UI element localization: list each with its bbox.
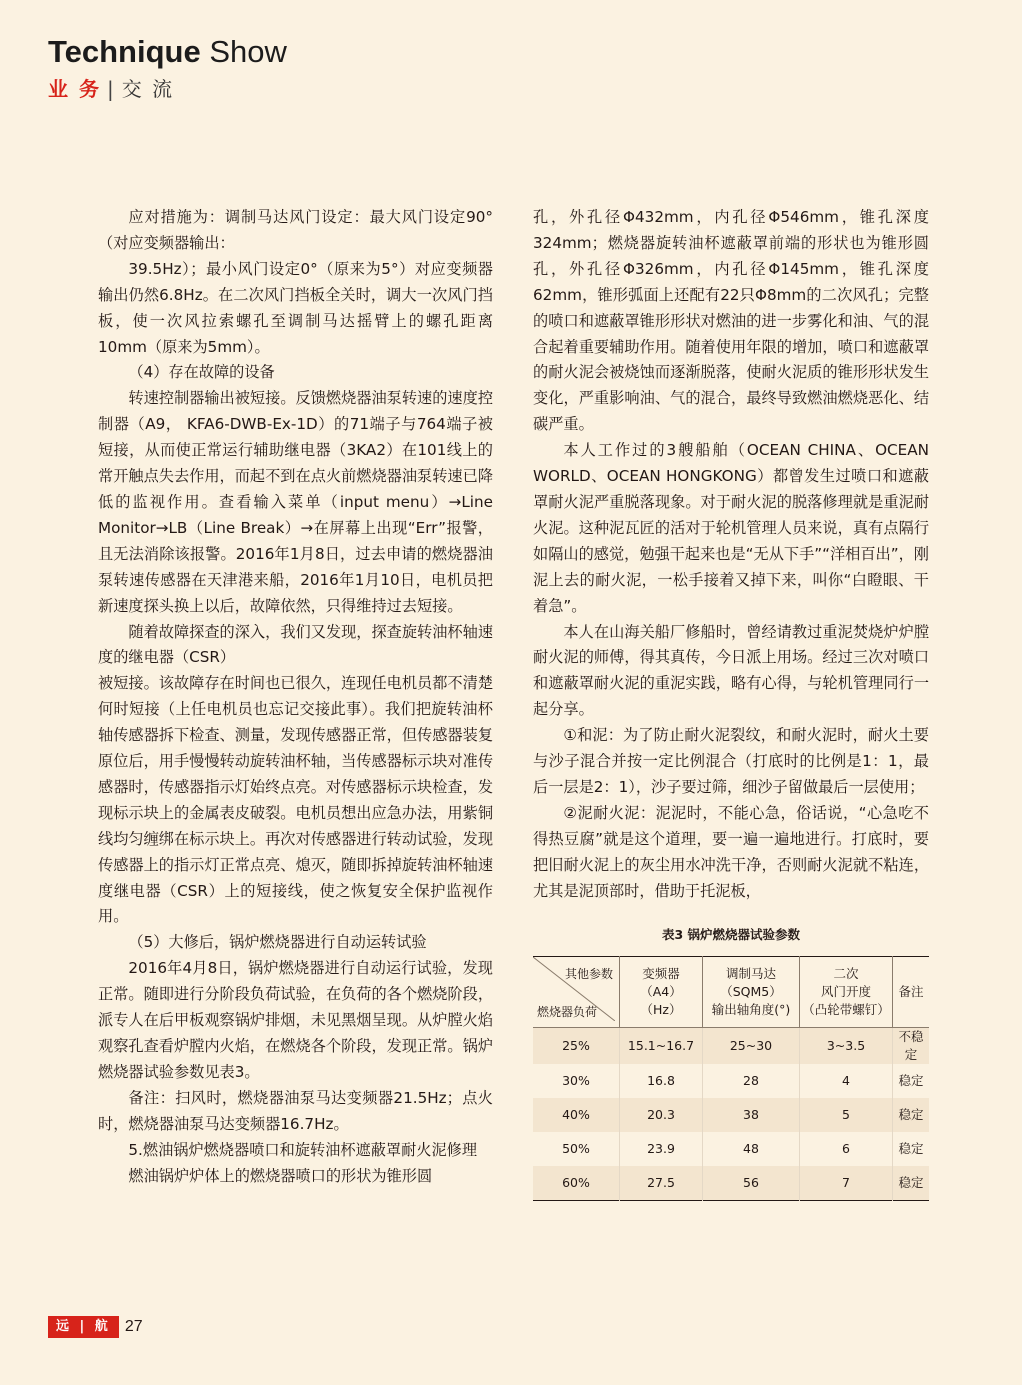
paragraph: 孔，外孔径Φ432mm，内孔径Φ546mm，锥孔深度324mm；燃烧器旋转油杯遮蔽罩前端的形状也为锥形圆孔，外孔径Φ326mm，内孔径Φ145mm，锥孔深度62mm，锥形弧面上还配有22只Φ8mm的二次风孔；完整的喷口和遮蔽罩锥形形状对燃油的进一步雾化和油、气的混合起着重要辅助作用。随着使用年限的增加，喷口和遮蔽罩的耐火泥会被烧蚀而逐渐脱落，使耐火泥质的锥形形状发生变化，严重影响油、气的混合，最终导致燃油燃烧恶化、结碳严重。 xyxy=(533,208,929,434)
paragraph: 燃油锅炉炉体上的燃烧器喷口的形状为锥形圆 xyxy=(128,1166,433,1185)
paragraph: 转速控制器输出被短接。反馈燃烧器油泵转速的速度控制器（A9， KFA6-DWB-Ex-1D）的71端子与764端子被短接，从而使正常运行辅助继电器（3KA2）在101线上的常开触点失去作用，而起不到在点火前燃烧器油泵转速已降低的监视作用。查看输入菜单（input menu）→Line Monitor→LB（Line Break）→在屏幕上出现“Err”报警，且无法消除该报警。2016年1月8日，过去申请的燃烧器油泵转速传感器在天津港来船，2016年1月10日，电机员把新速度探头换上以后，故障依然，只得维持过去短接。 xyxy=(98,389,493,615)
table-cell: 38 xyxy=(703,1098,800,1132)
left-text-column xyxy=(98,205,493,1189)
table-cell: 稳定 xyxy=(893,1064,930,1098)
header-line: 风门开度 xyxy=(820,984,871,1000)
paragraph: 随着故障探查的深入，我们又发现，探查旋转油杯轴速度的继电器（CSR） xyxy=(98,622,493,667)
table-cell: 25~30 xyxy=(703,1028,800,1065)
table-cell: 56 xyxy=(703,1166,800,1201)
header-line: 二次 xyxy=(833,966,859,982)
table-cell: 不稳定 xyxy=(893,1028,930,1065)
header-line: （凸轮带螺钉） xyxy=(802,1002,890,1018)
table-cell: 20.3 xyxy=(620,1098,703,1132)
table-cell: 稳定 xyxy=(893,1166,930,1201)
paragraph: ①和泥：为了防止耐火泥裂纹，和耐火泥时，耐火土要与沙子混合并按一定比例混合（打底时的比例是1：1，最后一层是2：1），沙子要过筛，细沙子留做最后一层使用； xyxy=(533,726,929,796)
section-dark-text: 交 流 xyxy=(121,77,175,101)
paragraph: 本人工作过的3艘船舶（OCEAN CHINA、OCEAN WORLD、OCEAN HONGKONG）都曾发生过喷口和遮蔽罩耐火泥严重脱落现象。对于耐火泥的脱落修理就是重泥耐火泥。这种泥瓦匠的活对于轮机管理人员来说，真有点隔行如隔山的感觉，勉强干起来也是“无从下手”“洋相百出”，刚泥上去的耐火泥，一松手接着又掉下来，叫你“白瞪眼、干着急”。 xyxy=(533,441,929,615)
header-cell xyxy=(703,957,800,1028)
paragraph: （5）大修后，锅炉燃烧器进行自动运转试验 xyxy=(128,933,427,952)
header-cell xyxy=(800,957,893,1028)
table-row xyxy=(533,1166,929,1201)
table-row xyxy=(533,1064,929,1098)
paragraph: （4）存在故障的设备 xyxy=(128,363,275,382)
header-section-label xyxy=(48,76,287,102)
section-separator: | xyxy=(106,77,116,101)
table-cell: 60% xyxy=(533,1166,620,1201)
table-row xyxy=(533,1028,929,1065)
table-cell: 27.5 xyxy=(620,1166,703,1201)
corner-top-label: 其他参数 xyxy=(564,967,613,982)
table-cell: 15.1~16.7 xyxy=(620,1028,703,1065)
header-english-title xyxy=(48,34,287,70)
page-footer xyxy=(48,1315,143,1339)
header-line: （SQM5） xyxy=(720,984,782,1000)
table-cell: 5 xyxy=(800,1098,893,1132)
header-line: （A4） xyxy=(640,984,682,1000)
page-number: 27 xyxy=(124,1318,143,1335)
right-text-column xyxy=(533,205,929,1201)
table-cell: 25% xyxy=(533,1028,620,1065)
table-cell: 3~3.5 xyxy=(800,1028,893,1065)
header-cell xyxy=(620,957,703,1028)
paragraph: 备注：扫风时，燃烧器油泵马达变频器21.5Hz；点火时，燃烧器油泵马达变频器16.7Hz。 xyxy=(98,1088,493,1133)
paragraph: 本人在山海关船厂修船时，曾经请教过重泥焚烧炉炉膛耐火泥的师傅，得其真传，今日派上用场。经过三次对喷口和遮蔽罩耐火泥的重泥实践，略有心得，与轮机管理同行一起分享。 xyxy=(533,622,929,719)
header-line: 备注 xyxy=(898,984,924,1000)
header-line: （Hz） xyxy=(640,1002,682,1018)
burner-test-parameters-table xyxy=(533,956,929,1201)
header-line: 调制马达 xyxy=(725,966,776,982)
paragraph: 应对措施为：调制马达风门设定：最大风门设定90°（对应变频器输出： xyxy=(98,208,493,252)
table-header-row xyxy=(533,957,929,1028)
table-cell: 30% xyxy=(533,1064,620,1098)
table-row xyxy=(533,1132,929,1166)
section-red-text: 业 务 xyxy=(48,77,101,101)
header-title-bold: Technique xyxy=(48,34,201,69)
magazine-name-badge: 远 | 航 xyxy=(48,1316,119,1338)
header-line: 输出轴角度(°) xyxy=(711,1002,791,1018)
header-line: 变频器 xyxy=(642,966,680,982)
magazine-header xyxy=(48,34,287,102)
table-cell: 4 xyxy=(800,1064,893,1098)
corner-bottom-label: 燃烧器负荷 xyxy=(537,1005,598,1020)
section-heading: 5.燃油锅炉燃烧器喷口和旋转油杯遮蔽罩耐火泥修理 xyxy=(128,1140,478,1159)
paragraph: ②泥耐火泥：泥泥时，不能心急，俗话说，“心急吃不得热豆腐”就是这个道理，要一遍一遍地进行。打底时，要把旧耐火泥上的灰尘用水冲洗干净，否则耐火泥就不粘连，尤其是泥顶部时，借助于托泥板， xyxy=(533,803,929,900)
table-cell: 28 xyxy=(703,1064,800,1098)
table-cell: 6 xyxy=(800,1132,893,1166)
paragraph: 39.5Hz）；最小风门设定0°（原来为5°）对应变频器输出仍然6.8Hz。在二次风门挡板全关时，调大一次风门挡板，使一次风拉索螺孔至调制马达摇臂上的螺孔距离10mm（原来为5mm）。 xyxy=(98,259,493,356)
header-title-light: Show xyxy=(209,34,287,69)
table-caption: 表3 锅炉燃烧器试验参数 xyxy=(661,927,801,943)
table-cell: 稳定 xyxy=(893,1098,930,1132)
table-cell: 16.8 xyxy=(620,1064,703,1098)
table-row xyxy=(533,1098,929,1132)
table-cell: 40% xyxy=(533,1098,620,1132)
table-cell: 23.9 xyxy=(620,1132,703,1166)
table-cell: 7 xyxy=(800,1166,893,1201)
table-cell: 48 xyxy=(703,1132,800,1166)
paragraph: 被短接。该故障存在时间也已很久，连现任电机员都不清楚何时短接（上任电机员也忘记交接此事）。我们把旋转油杯轴传感器拆下检查、测量，发现传感器正常，但传感器装复原位后，用手慢慢转动旋转油杯轴，当传感器标示块对准传感器时，传感器指示灯始终点亮。对传感器标示块检查，发现标示块上的金属表皮破裂。电机员想出应急办法，用紫铜线均匀缠绑在标示块上。再次对传感器进行转动试验，发现传感器上的指示灯正常点亮、熄灭，随即拆掉旋转油杯轴速度继电器（CSR）上的短接线，使之恢复安全保护监视作用。 xyxy=(98,674,493,926)
diagonal-header-cell xyxy=(533,957,620,1028)
paragraph: 2016年4月8日，锅炉燃烧器进行自动运行试验，发现正常。随即进行分阶段负荷试验，在负荷的各个燃烧阶段，派专人在后甲板观察锅炉排烟，未见黑烟呈现。从炉膛火焰观察孔查看炉膛内火焰，在燃烧各个阶段，发现正常。锅炉燃烧器试验参数见表3。 xyxy=(98,959,493,1081)
table-cell: 稳定 xyxy=(893,1132,930,1166)
header-cell xyxy=(893,957,930,1028)
table-cell: 50% xyxy=(533,1132,620,1166)
